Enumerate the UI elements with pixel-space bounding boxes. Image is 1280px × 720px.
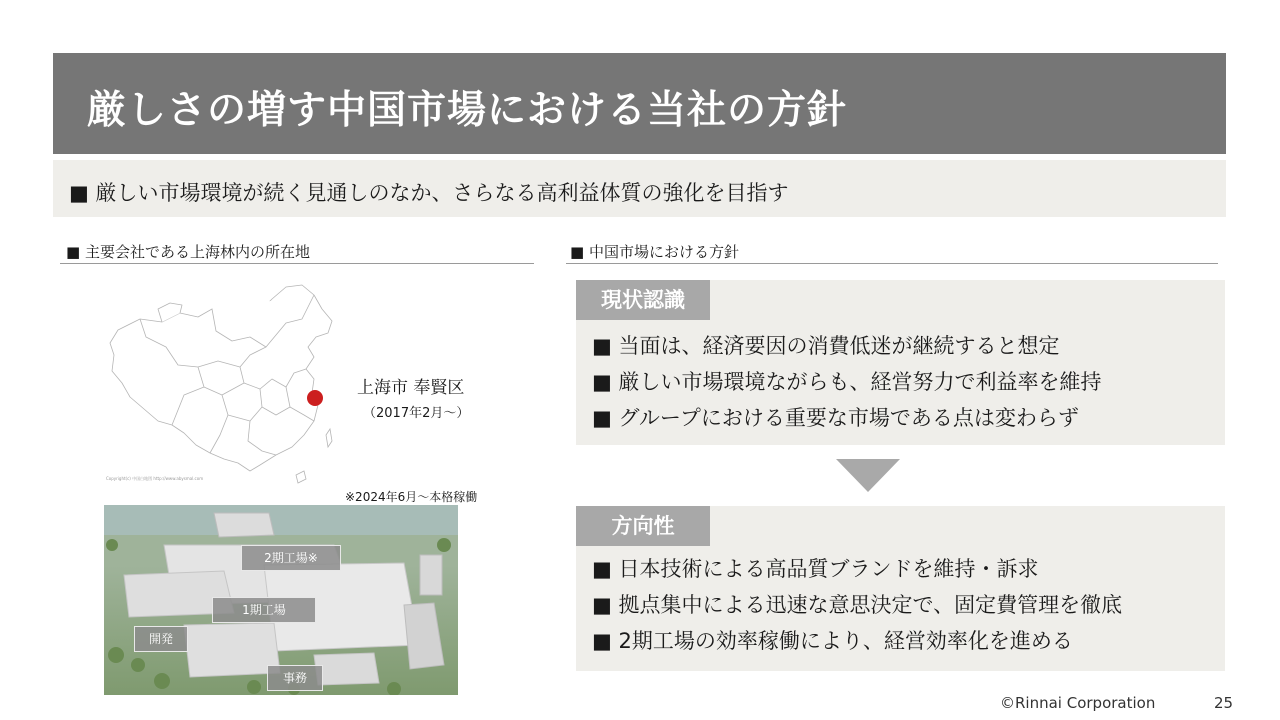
lead-band bbox=[53, 160, 1226, 217]
list-item: ■ グループにおける重要な市場である点は変わらず bbox=[592, 406, 1079, 430]
shanghai-marker-icon bbox=[307, 390, 323, 406]
china-map bbox=[100, 275, 360, 490]
map-credit: Copyright(c) 中国白地図 http://www.abysmal.com bbox=[106, 476, 204, 481]
current-recognition-tag: 現状認識 bbox=[576, 280, 710, 320]
direction-panel bbox=[576, 506, 1225, 671]
photo-label-phase1: 1期工場 bbox=[212, 597, 316, 623]
current-recognition-list bbox=[592, 328, 1102, 436]
current-recognition-panel bbox=[576, 280, 1225, 445]
left-section-heading: ■ 主要会社である上海林内の所在地 bbox=[66, 243, 310, 261]
right-section-heading: ■ 中国市場における方針 bbox=[570, 243, 739, 261]
list-item: ■ 日本技術による高品質ブランドを維持・訴求 bbox=[592, 557, 1039, 581]
list-item: ■ 拠点集中による迅速な意思決定で、固定費管理を徹底 bbox=[592, 593, 1123, 617]
right-section-rule bbox=[566, 263, 1218, 264]
lead-statement: ■ 厳しい市場環境が続く見通しのなか、さらなる高利益体質の強化を目指す bbox=[69, 181, 789, 205]
title-bar bbox=[53, 53, 1226, 154]
photo-label-phase2: 2期工場※ bbox=[241, 545, 341, 571]
location-name: 上海市 奉賢区 bbox=[357, 378, 465, 398]
left-section-rule bbox=[60, 263, 534, 264]
down-arrow-icon bbox=[836, 459, 900, 492]
footer-copyright: ©Rinnai Corporation bbox=[1000, 694, 1156, 712]
china-outline-icon bbox=[100, 275, 360, 490]
direction-tag: 方向性 bbox=[576, 506, 710, 546]
photo-label-office: 事務 bbox=[267, 665, 323, 691]
direction-list bbox=[592, 551, 1122, 659]
location-since: （2017年2月～） bbox=[363, 406, 470, 421]
photo-label-dev: 開発 bbox=[134, 626, 188, 652]
list-item: ■ 2期工場の効率稼働により、経営効率化を進める bbox=[592, 629, 1073, 653]
list-item: ■ 当面は、経済要因の消費低迷が継続すると想定 bbox=[592, 334, 1060, 358]
list-item: ■ 厳しい市場環境ながらも、経営努力で利益率を維持 bbox=[592, 370, 1102, 394]
page-number: 25 bbox=[1214, 694, 1234, 712]
factory-aerial-photo bbox=[104, 505, 458, 695]
phase2-note: ※2024年6月～本格稼働 bbox=[345, 490, 478, 504]
page-title: 厳しさの増す中国市場における当社の方針 bbox=[87, 88, 848, 133]
